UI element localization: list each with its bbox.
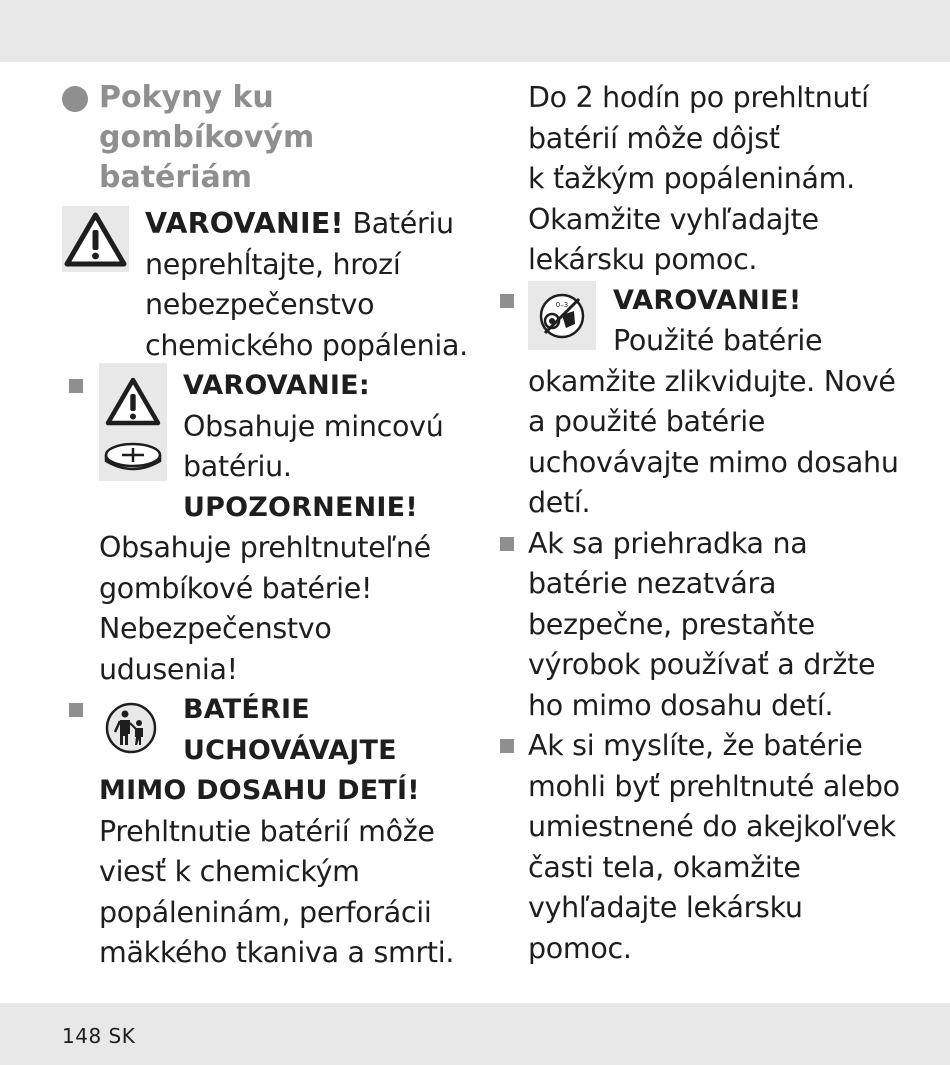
swallowing-hazard-icon (528, 281, 596, 350)
heading-line: Pokyny ku (99, 80, 274, 115)
body-text: batérie nezatvára (528, 567, 777, 600)
warning-text: mäkkého tkaniva a smrti. (99, 936, 455, 969)
warning-used-batteries (498, 281, 898, 524)
body-text: ho mimo dosahu detí. (528, 688, 834, 722)
warning-triangle-icon (62, 206, 129, 272)
bullet-square-icon (500, 739, 514, 753)
warning-text: Batériu (343, 207, 454, 240)
coin-battery-icon (99, 363, 167, 481)
body-text: Ak sa priehradka na (528, 526, 808, 560)
body-text: pomoc. (528, 931, 632, 965)
paragraph-swallow-hours (498, 78, 898, 281)
body-text: mohli byť prehltnuté alebo (528, 769, 900, 803)
left-column (62, 78, 468, 974)
age-label: 0–3 (555, 300, 569, 309)
warning-text: chemického popálenia. (145, 328, 468, 362)
warning-text: viesť k chemickým (99, 855, 360, 888)
warning-label: VAROVANIE! (145, 207, 344, 240)
heading-bullet-icon (62, 86, 88, 112)
heading-line: batériám (99, 160, 252, 195)
warning-chemical-burn (62, 204, 468, 366)
keep-away-from-children-icon (99, 690, 167, 761)
bullet-compartment (498, 524, 898, 727)
warning-text: nebezpečenstvo (145, 288, 375, 321)
warning-text: Prehltnutie batérií môže (99, 814, 435, 848)
body-text: Okamžite vyhľadajte (528, 202, 819, 236)
bottom-band (0, 1003, 950, 1065)
warning-label: VAROVANIE! (613, 284, 802, 316)
warning-text: uchovávajte mimo dosahu (528, 445, 899, 479)
bullet-square-icon (69, 703, 83, 717)
bullet-square-icon (500, 537, 514, 551)
warning-text: popáleninám, perforácii (99, 895, 432, 929)
body-text: bezpečne, prestaňte (528, 607, 815, 641)
body-text: lekársku pomoc. (528, 243, 758, 276)
warning-keep-away (62, 690, 462, 974)
body-text: batérií môže dôjsť (528, 121, 780, 155)
warning-text: Obsahuje mincovú (183, 409, 444, 443)
notice-text: gombíkové batérie! (99, 571, 373, 605)
right-column (498, 78, 898, 969)
body-text: časti tela, okamžite (528, 850, 801, 884)
body-text: k ťažkým popáleninám. (528, 162, 855, 195)
bullet-square-icon (500, 294, 514, 308)
heading-line: gombíkovým (99, 120, 315, 155)
body-text: Do 2 hodín po prehltnutí (528, 81, 869, 114)
warning-text: okamžite zlikvidujte. Nové (528, 364, 896, 398)
coin-battery-warning-icon (99, 363, 167, 481)
body-text: výrobok používať a držte (528, 648, 876, 681)
notice-label: UPOZORNENIE! (183, 491, 418, 523)
warning-label: MIMO DOSAHU DETÍ! (99, 775, 420, 806)
warning-text: neprehĺtajte, hrozí (145, 247, 401, 281)
warning-text: Použité batérie (613, 324, 823, 357)
body-text: Ak si myslíte, že batérie (528, 729, 863, 762)
section-heading (62, 78, 462, 198)
warning-label: UCHOVÁVAJTE (183, 734, 397, 766)
body-text: umiestnené do akejkoľvek (528, 810, 896, 843)
top-band (0, 0, 950, 62)
warning-coin-battery (62, 366, 462, 690)
notice-text: udusenia! (99, 652, 238, 686)
bullet-swallowed (498, 726, 898, 969)
page-number: 148 SK (62, 1024, 136, 1048)
bullet-square-icon (69, 379, 83, 393)
warning-text: a použité batérie (528, 405, 766, 438)
notice-text: Nebezpečenstvo (99, 612, 332, 645)
notice-text: Obsahuje prehltnuteľné (99, 531, 431, 564)
warning-text: detí. (528, 486, 591, 519)
warning-label: VAROVANIE: (183, 370, 370, 401)
warning-label: BATÉRIE (183, 694, 310, 725)
body-text: vyhľadajte lekársku (528, 891, 803, 924)
warning-text: batériu. (183, 450, 292, 483)
